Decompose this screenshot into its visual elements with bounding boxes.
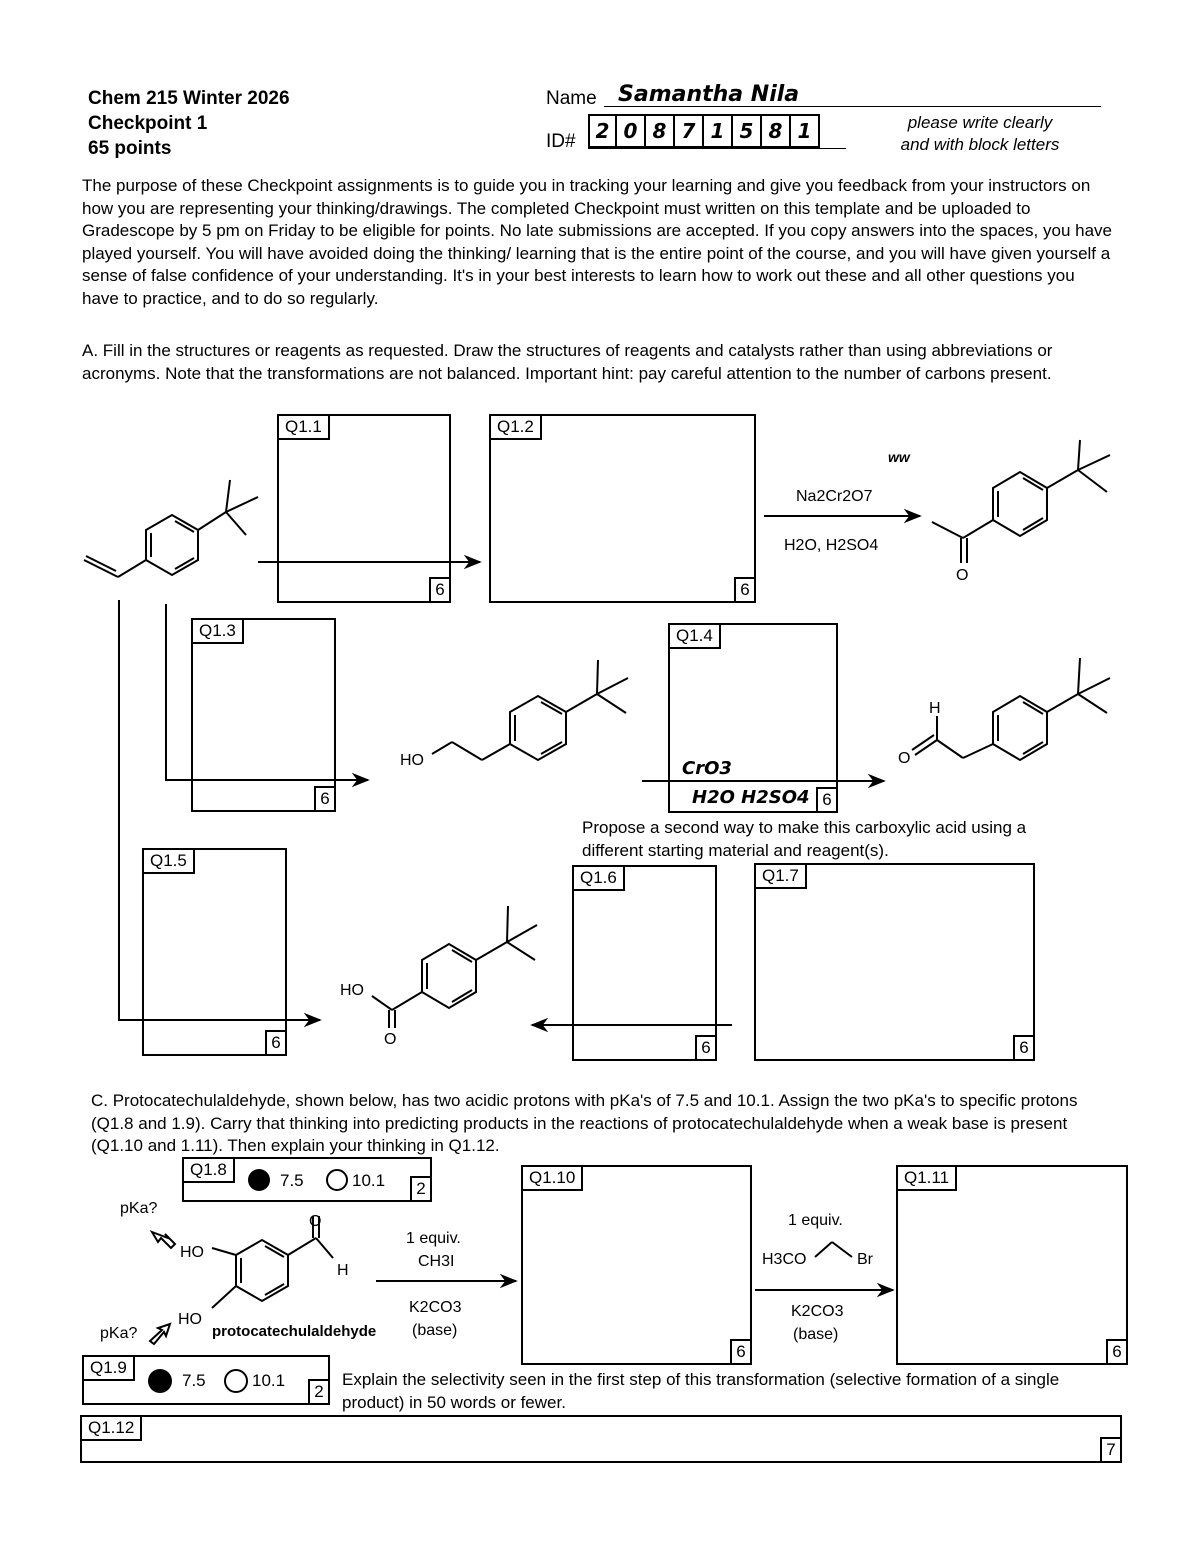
id-digit: 8 xyxy=(646,114,675,148)
reagent-base: (base) xyxy=(793,1326,839,1343)
box-points: 6 xyxy=(734,577,754,601)
pka-label-bottom: pKa? xyxy=(100,1325,138,1342)
box-points: 6 xyxy=(816,787,836,811)
box-points: 6 xyxy=(1013,1035,1033,1059)
section-c-instructions: C. Protocatechulaldehyde, shown below, has two acidic protons with pKa's of 7.5 and 10.1. Assign the two pKa's to specific protons (Q1.8 and 1.9). Carry that thinking into predicting products in the reactions of protocatechulaldehyde when a weak base is present (Q1.10 and 1.11). Then explain your thinking in Q1.12. xyxy=(91,1091,1078,1155)
box-label: Q1.5 xyxy=(144,850,195,874)
option-label: 10.1 xyxy=(252,1371,286,1390)
id-digit: 7 xyxy=(675,114,704,148)
reagent-equiv: 1 equiv. xyxy=(788,1212,843,1229)
box-label: Q1.10 xyxy=(523,1167,583,1191)
q1-12-instruction: Explain the selectivity seen in the first step of this transformation (selective formation of a single product) in 50 words or fewer. xyxy=(342,1370,1060,1412)
id-digit: 2 xyxy=(588,114,617,148)
box-label: Q1.1 xyxy=(279,416,330,440)
reagent-acid: H2O, H2SO4 xyxy=(784,537,879,554)
checkpoint-title: Checkpoint 1 xyxy=(88,113,208,134)
acid-structure xyxy=(372,906,537,1028)
radio-10-1[interactable] xyxy=(326,1169,348,1191)
atom-label: HO xyxy=(340,982,364,999)
write-note-1: please write clearly xyxy=(907,113,1053,132)
radio-10-1[interactable] xyxy=(224,1369,248,1393)
reagent-equiv: 1 equiv. xyxy=(406,1230,461,1247)
alcohol-structure xyxy=(432,660,628,760)
pka-label-top: pKa? xyxy=(120,1200,158,1217)
name-label: Name xyxy=(546,88,597,109)
atom-label: O xyxy=(898,750,911,767)
reagent-dichromate: Na2Cr2O7 xyxy=(796,488,873,505)
option-label: 7.5 xyxy=(280,1171,304,1190)
box-points: 6 xyxy=(429,577,449,601)
id-digit: 8 xyxy=(762,114,791,148)
box-points: 6 xyxy=(695,1035,715,1059)
pka-arrow-bottom xyxy=(150,1324,170,1344)
ketone-structure xyxy=(932,440,1110,563)
box-points: 6 xyxy=(730,1339,750,1363)
box-label: Q1.6 xyxy=(574,867,625,891)
atom-label: O xyxy=(956,567,969,584)
atom-label: HO xyxy=(178,1311,202,1328)
box-label: Q1.8 xyxy=(184,1159,235,1183)
styrene-structure xyxy=(84,480,258,577)
reagent-br: Br xyxy=(857,1251,873,1268)
box-points: 6 xyxy=(314,786,334,810)
box-points: 6 xyxy=(1106,1339,1126,1363)
propose-instruction: Propose a second way to make this carboxylic acid using a different starting material and reagent(s). xyxy=(582,818,1027,860)
pka-arrow-top xyxy=(152,1232,175,1248)
radio-7-5-selected[interactable] xyxy=(148,1369,172,1393)
box-label: Q1.12 xyxy=(82,1417,142,1441)
box-points: 2 xyxy=(410,1176,430,1200)
handwritten-reagent-1: CrO3 xyxy=(682,758,732,779)
course-title: Chem 215 Winter 2026 xyxy=(88,88,290,109)
intro-paragraph: The purpose of these Checkpoint assignments is to guide you in tracking your learning and give you feedback from your instructors on how you are representing your thinking/drawings. The completed Checkpoint must written on this template and be uploaded to Gradescope by 5 pm on Friday to be eligible for points. No late submissions are accepted. If you copy answers into the spaces, you have played yourself. You will have avoided doing the thinking/ learning that is the entire point of the course, and you will have given yourself a sense of false confidence of your understanding. It's in your best interests to learn how to work out these and all other questions you have to practice, and to do so regularly. xyxy=(82,176,1113,308)
id-digit: 0 xyxy=(617,114,646,148)
reagent-ch3i: CH3I xyxy=(418,1253,455,1270)
atom-label: O xyxy=(309,1213,322,1230)
option-label: 10.1 xyxy=(352,1171,386,1190)
reagent-k2co3: K2CO3 xyxy=(409,1299,462,1316)
molecule-name: protocatechulaldehyde xyxy=(212,1323,377,1340)
points-total: 65 points xyxy=(88,138,172,159)
section-a-instructions: A. Fill in the structures or reagents as requested. Draw the structures of reagents and catalysts rather than using abbreviations or acronyms. Note that the transformations are not balanced. Important hint: pay careful attention to the number of carbons present. xyxy=(82,341,1053,383)
box-label: Q1.4 xyxy=(670,625,721,649)
atom-label: H xyxy=(337,1262,349,1279)
q1-8-choice-box xyxy=(182,1157,432,1202)
atom-label: HO xyxy=(180,1244,204,1261)
option-label: 7.5 xyxy=(182,1371,206,1390)
write-note-2: and with block letters xyxy=(900,135,1060,154)
reagent-h3co: H3CO xyxy=(762,1251,807,1268)
handwritten-reagent-2: H2O H2SO4 xyxy=(692,787,810,808)
id-label: ID# xyxy=(546,131,576,152)
q1-9-choice-box xyxy=(82,1355,330,1405)
arrow-to-acid xyxy=(119,600,320,1020)
scribble: ww xyxy=(888,449,910,465)
box-label: Q1.7 xyxy=(756,865,807,889)
box-label: Q1.3 xyxy=(193,620,244,644)
reagent-base: (base) xyxy=(412,1322,458,1339)
id-digit: 1 xyxy=(704,114,733,148)
box-points: 6 xyxy=(265,1030,285,1054)
aldehyde-structure xyxy=(912,658,1110,760)
reagent-k2co3: K2CO3 xyxy=(791,1303,844,1320)
box-points: 2 xyxy=(308,1379,328,1403)
atom-label: O xyxy=(384,1031,397,1048)
arrow-to-alcohol xyxy=(166,604,368,780)
name-handwritten: Samantha Nila xyxy=(618,82,800,107)
box-points: 7 xyxy=(1100,1437,1120,1461)
box-label: Q1.2 xyxy=(491,416,542,440)
radio-7-5-selected[interactable] xyxy=(248,1169,270,1191)
box-label: Q1.9 xyxy=(84,1357,135,1381)
id-digit: 5 xyxy=(733,114,762,148)
atom-label: HO xyxy=(400,752,424,769)
atom-label: H xyxy=(929,700,941,717)
id-digit: 1 xyxy=(791,114,820,148)
box-label: Q1.11 xyxy=(898,1167,957,1191)
